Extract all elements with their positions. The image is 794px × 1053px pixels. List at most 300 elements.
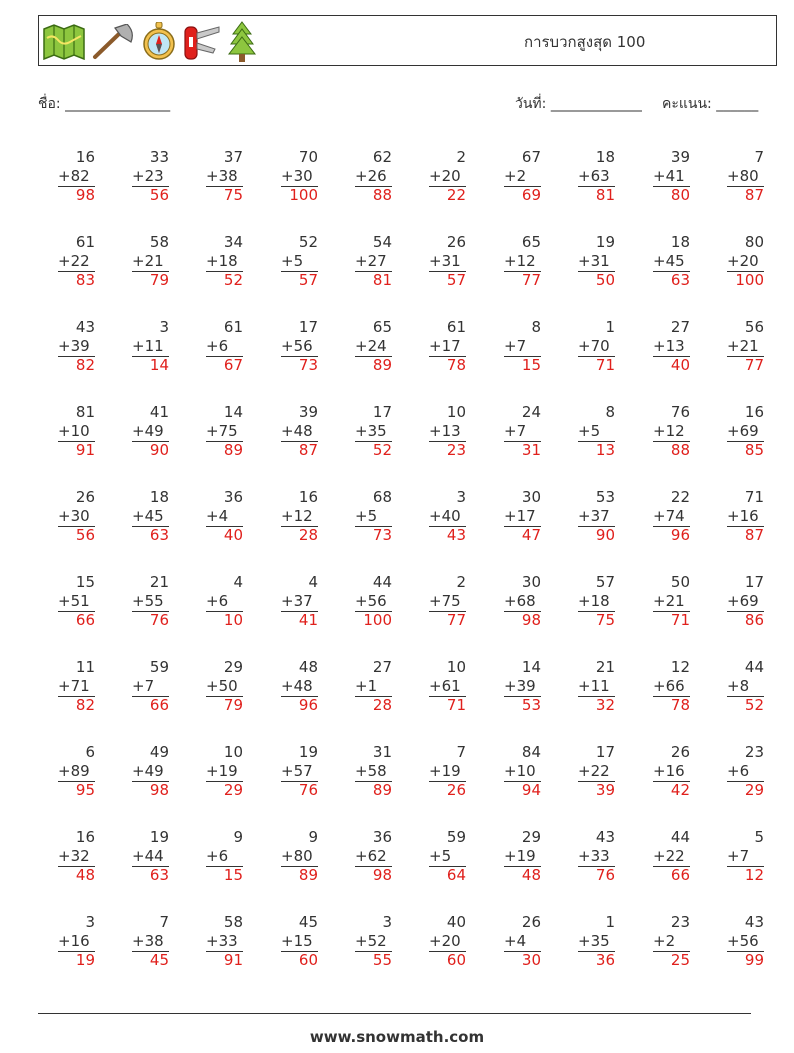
- second-addend: +5: [281, 252, 304, 270]
- first-addend: 27: [670, 318, 690, 336]
- second-addend: +5: [578, 422, 601, 440]
- answer: 10: [223, 611, 243, 629]
- first-addend: 41: [149, 403, 169, 421]
- addition-problem: [132, 403, 182, 459]
- pocket-knife-icon: [183, 23, 221, 61]
- second-addend: +13: [653, 337, 685, 355]
- worksheet-header: [38, 15, 777, 66]
- second-addend: +56: [355, 592, 387, 610]
- answer: 79: [149, 271, 169, 289]
- answer: 50: [595, 271, 615, 289]
- answer: 88: [670, 441, 690, 459]
- second-addend: +24: [355, 337, 387, 355]
- addition-problem: [355, 913, 405, 969]
- second-addend: +21: [727, 337, 759, 355]
- addition-problem: [578, 488, 628, 544]
- answer: 98: [372, 866, 392, 884]
- second-addend: +39: [504, 677, 536, 695]
- answer: 73: [372, 526, 392, 544]
- first-addend: 10: [446, 403, 466, 421]
- first-addend: 36: [223, 488, 243, 506]
- second-addend: +31: [578, 252, 610, 270]
- addition-problem: [429, 828, 479, 884]
- addition-problem: [653, 403, 703, 459]
- second-addend: +10: [504, 762, 536, 780]
- second-addend: +45: [653, 252, 685, 270]
- addition-problem: [429, 488, 479, 544]
- addition-problem: [727, 148, 777, 204]
- addition-problem: [653, 318, 703, 374]
- addition-problem: [653, 913, 703, 969]
- addition-problem: [281, 148, 331, 204]
- first-addend: 4: [233, 573, 243, 591]
- second-addend: +69: [727, 592, 759, 610]
- first-addend: 26: [75, 488, 95, 506]
- answer: 76: [149, 611, 169, 629]
- answer: 89: [372, 356, 392, 374]
- second-addend: +58: [355, 762, 387, 780]
- compass-icon: [141, 22, 177, 62]
- first-addend: 17: [372, 403, 392, 421]
- second-addend: +22: [653, 847, 685, 865]
- first-addend: 10: [223, 743, 243, 761]
- answer: 52: [744, 696, 764, 714]
- second-addend: +80: [281, 847, 313, 865]
- answer: 63: [149, 866, 169, 884]
- addition-problem: [58, 148, 108, 204]
- addition-problem: [355, 318, 405, 374]
- addition-problem: [132, 318, 182, 374]
- second-addend: +27: [355, 252, 387, 270]
- addition-problem: [578, 828, 628, 884]
- addition-problem: [578, 913, 628, 969]
- first-addend: 3: [159, 318, 169, 336]
- addition-problem: [281, 233, 331, 289]
- addition-problem: [58, 658, 108, 714]
- addition-problem: [281, 828, 331, 884]
- addition-problem: [132, 488, 182, 544]
- first-addend: 61: [223, 318, 243, 336]
- addition-problem: [504, 743, 554, 799]
- second-addend: +52: [355, 932, 387, 950]
- answer: 80: [670, 186, 690, 204]
- first-addend: 23: [744, 743, 764, 761]
- first-addend: 22: [670, 488, 690, 506]
- first-addend: 59: [149, 658, 169, 676]
- addition-problem: [578, 403, 628, 459]
- first-addend: 24: [521, 403, 541, 421]
- answer: 45: [149, 951, 169, 969]
- answer: 91: [75, 441, 95, 459]
- answer: 91: [223, 951, 243, 969]
- second-addend: +48: [281, 422, 313, 440]
- addition-problem: [653, 828, 703, 884]
- addition-problem: [429, 743, 479, 799]
- first-addend: 3: [85, 913, 95, 931]
- addition-problem: [206, 148, 256, 204]
- addition-problem: [132, 828, 182, 884]
- first-addend: 17: [595, 743, 615, 761]
- second-addend: +32: [58, 847, 90, 865]
- answer: 87: [298, 441, 318, 459]
- first-addend: 57: [595, 573, 615, 591]
- second-addend: +68: [504, 592, 536, 610]
- addition-problem: [653, 233, 703, 289]
- answer: 60: [298, 951, 318, 969]
- addition-problem: [578, 658, 628, 714]
- second-addend: +12: [504, 252, 536, 270]
- addition-problem: [727, 828, 777, 884]
- first-addend: 34: [223, 233, 243, 251]
- answer: 66: [670, 866, 690, 884]
- answer: 75: [223, 186, 243, 204]
- answer: 40: [223, 526, 243, 544]
- answer: 48: [521, 866, 541, 884]
- addition-problem: [653, 148, 703, 204]
- second-addend: +82: [58, 167, 90, 185]
- addition-problem: [281, 743, 331, 799]
- second-addend: +38: [132, 932, 164, 950]
- second-addend: +50: [206, 677, 238, 695]
- addition-problem: [281, 318, 331, 374]
- second-addend: +4: [504, 932, 527, 950]
- answer: 69: [521, 186, 541, 204]
- answer: 85: [744, 441, 764, 459]
- second-addend: +2: [504, 167, 527, 185]
- answer: 15: [521, 356, 541, 374]
- addition-problem: [132, 233, 182, 289]
- answer: 73: [298, 356, 318, 374]
- second-addend: +45: [132, 507, 164, 525]
- answer: 41: [298, 611, 318, 629]
- answer: 87: [744, 526, 764, 544]
- addition-problem: [429, 658, 479, 714]
- answer: 87: [744, 186, 764, 204]
- addition-problem: [206, 318, 256, 374]
- addition-problem: [578, 318, 628, 374]
- addition-problem: [727, 573, 777, 629]
- first-addend: 43: [744, 913, 764, 931]
- answer: 15: [223, 866, 243, 884]
- addition-problem: [578, 743, 628, 799]
- second-addend: +15: [281, 932, 313, 950]
- addition-problem: [429, 148, 479, 204]
- addition-problem: [504, 318, 554, 374]
- first-addend: 8: [531, 318, 541, 336]
- addition-problem: [206, 743, 256, 799]
- second-addend: +30: [281, 167, 313, 185]
- addition-problem: [206, 233, 256, 289]
- answer: 77: [446, 611, 466, 629]
- addition-problem: [653, 488, 703, 544]
- first-addend: 43: [75, 318, 95, 336]
- first-addend: 26: [521, 913, 541, 931]
- second-addend: +13: [429, 422, 461, 440]
- first-addend: 61: [75, 233, 95, 251]
- answer: 29: [223, 781, 243, 799]
- answer: 56: [149, 186, 169, 204]
- first-addend: 6: [85, 743, 95, 761]
- answer: 56: [75, 526, 95, 544]
- first-addend: 18: [149, 488, 169, 506]
- date-field: วันที่: _____________: [515, 96, 642, 112]
- first-addend: 16: [744, 403, 764, 421]
- first-addend: 30: [521, 573, 541, 591]
- second-addend: +26: [355, 167, 387, 185]
- answer: 89: [223, 441, 243, 459]
- addition-problem: [132, 148, 182, 204]
- first-addend: 15: [75, 573, 95, 591]
- first-addend: 40: [446, 913, 466, 931]
- second-addend: +7: [132, 677, 155, 695]
- second-addend: +11: [132, 337, 164, 355]
- second-addend: +23: [132, 167, 164, 185]
- second-addend: +89: [58, 762, 90, 780]
- answer: 90: [595, 526, 615, 544]
- addition-problem: [727, 488, 777, 544]
- addition-problem: [727, 658, 777, 714]
- first-addend: 71: [744, 488, 764, 506]
- addition-problem: [653, 743, 703, 799]
- answer: 67: [223, 356, 243, 374]
- first-addend: 84: [521, 743, 541, 761]
- answer: 77: [744, 356, 764, 374]
- answer: 40: [670, 356, 690, 374]
- first-addend: 26: [446, 233, 466, 251]
- addition-problem: [504, 828, 554, 884]
- first-addend: 58: [223, 913, 243, 931]
- second-addend: +19: [504, 847, 536, 865]
- first-addend: 54: [372, 233, 392, 251]
- answer: 79: [223, 696, 243, 714]
- answer: 78: [670, 696, 690, 714]
- addition-problem: [727, 233, 777, 289]
- first-addend: 58: [149, 233, 169, 251]
- first-addend: 27: [372, 658, 392, 676]
- answer: 64: [446, 866, 466, 884]
- second-addend: +18: [206, 252, 238, 270]
- second-addend: +1: [355, 677, 378, 695]
- second-addend: +17: [504, 507, 536, 525]
- answer: 75: [595, 611, 615, 629]
- answer: 94: [521, 781, 541, 799]
- first-addend: 37: [223, 148, 243, 166]
- first-addend: 36: [372, 828, 392, 846]
- answer: 28: [298, 526, 318, 544]
- answer: 78: [446, 356, 466, 374]
- answer: 90: [149, 441, 169, 459]
- second-addend: +35: [355, 422, 387, 440]
- answer: 86: [744, 611, 764, 629]
- first-addend: 68: [372, 488, 392, 506]
- answer: 57: [298, 271, 318, 289]
- answer: 96: [670, 526, 690, 544]
- addition-problem: [429, 318, 479, 374]
- addition-problem: [355, 573, 405, 629]
- answer: 63: [670, 271, 690, 289]
- second-addend: +75: [206, 422, 238, 440]
- second-addend: +2: [653, 932, 676, 950]
- second-addend: +41: [653, 167, 685, 185]
- answer: 89: [372, 781, 392, 799]
- addition-problem: [355, 743, 405, 799]
- second-addend: +33: [206, 932, 238, 950]
- answer: 55: [372, 951, 392, 969]
- second-addend: +38: [206, 167, 238, 185]
- second-addend: +6: [727, 762, 750, 780]
- addition-problem: [727, 318, 777, 374]
- second-addend: +61: [429, 677, 461, 695]
- first-addend: 76: [670, 403, 690, 421]
- answer: 100: [735, 271, 764, 289]
- addition-problem: [206, 403, 256, 459]
- first-addend: 19: [298, 743, 318, 761]
- first-addend: 17: [744, 573, 764, 591]
- addition-problem: [578, 148, 628, 204]
- first-addend: 2: [456, 573, 466, 591]
- answer: 14: [149, 356, 169, 374]
- second-addend: +63: [578, 167, 610, 185]
- first-addend: 7: [456, 743, 466, 761]
- first-addend: 21: [595, 658, 615, 676]
- second-addend: +5: [355, 507, 378, 525]
- addition-problem: [355, 233, 405, 289]
- first-addend: 49: [149, 743, 169, 761]
- answer: 71: [670, 611, 690, 629]
- answer: 100: [363, 611, 392, 629]
- addition-problem: [206, 573, 256, 629]
- second-addend: +16: [653, 762, 685, 780]
- first-addend: 14: [521, 658, 541, 676]
- second-addend: +19: [429, 762, 461, 780]
- addition-problem: [58, 573, 108, 629]
- worksheet-title: การบวกสูงสุด 100: [524, 33, 646, 51]
- answer: 42: [670, 781, 690, 799]
- addition-problem: [355, 488, 405, 544]
- second-addend: +48: [281, 677, 313, 695]
- answer: 29: [744, 781, 764, 799]
- score-field: คะแนน: ______: [662, 96, 759, 112]
- first-addend: 14: [223, 403, 243, 421]
- first-addend: 5: [754, 828, 764, 846]
- first-addend: 43: [595, 828, 615, 846]
- first-addend: 19: [595, 233, 615, 251]
- first-addend: 3: [456, 488, 466, 506]
- answer: 89: [298, 866, 318, 884]
- first-addend: 7: [159, 913, 169, 931]
- addition-problem: [504, 233, 554, 289]
- answer: 19: [75, 951, 95, 969]
- second-addend: +20: [727, 252, 759, 270]
- addition-problem: [504, 573, 554, 629]
- answer: 71: [446, 696, 466, 714]
- first-addend: 18: [670, 233, 690, 251]
- footer-divider: [38, 1013, 751, 1014]
- second-addend: +57: [281, 762, 313, 780]
- answer: 98: [75, 186, 95, 204]
- second-addend: +49: [132, 422, 164, 440]
- addition-problem: [58, 913, 108, 969]
- second-addend: +56: [281, 337, 313, 355]
- second-addend: +19: [206, 762, 238, 780]
- first-addend: 16: [298, 488, 318, 506]
- addition-problem: [355, 828, 405, 884]
- addition-problem: [504, 403, 554, 459]
- answer: 66: [75, 611, 95, 629]
- answer: 96: [298, 696, 318, 714]
- first-addend: 9: [233, 828, 243, 846]
- answer: 48: [75, 866, 95, 884]
- addition-problem: [132, 573, 182, 629]
- answer: 81: [372, 271, 392, 289]
- first-addend: 39: [670, 148, 690, 166]
- first-addend: 2: [456, 148, 466, 166]
- first-addend: 19: [149, 828, 169, 846]
- addition-problem: [281, 573, 331, 629]
- first-addend: 3: [382, 913, 392, 931]
- first-addend: 4: [308, 573, 318, 591]
- addition-problem: [132, 743, 182, 799]
- axe-icon: [91, 24, 135, 60]
- second-addend: +37: [281, 592, 313, 610]
- addition-problem: [504, 913, 554, 969]
- answer: 77: [521, 271, 541, 289]
- answer: 53: [521, 696, 541, 714]
- first-addend: 16: [75, 828, 95, 846]
- addition-problem: [727, 743, 777, 799]
- first-addend: 44: [744, 658, 764, 676]
- second-addend: +51: [58, 592, 90, 610]
- first-addend: 50: [670, 573, 690, 591]
- first-addend: 44: [670, 828, 690, 846]
- answer: 63: [149, 526, 169, 544]
- second-addend: +35: [578, 932, 610, 950]
- addition-problem: [281, 913, 331, 969]
- second-addend: +16: [727, 507, 759, 525]
- first-addend: 12: [670, 658, 690, 676]
- addition-problem: [504, 658, 554, 714]
- addition-problem: [355, 658, 405, 714]
- answer: 28: [372, 696, 392, 714]
- addition-problem: [429, 403, 479, 459]
- addition-problem: [504, 488, 554, 544]
- answer: 95: [75, 781, 95, 799]
- first-addend: 21: [149, 573, 169, 591]
- answer: 32: [595, 696, 615, 714]
- first-addend: 53: [595, 488, 615, 506]
- answer: 26: [446, 781, 466, 799]
- first-addend: 62: [372, 148, 392, 166]
- second-addend: +11: [578, 677, 610, 695]
- first-addend: 59: [446, 828, 466, 846]
- second-addend: +10: [58, 422, 90, 440]
- second-addend: +8: [727, 677, 750, 695]
- addition-problem: [355, 148, 405, 204]
- footer-site: www.snowmath.com: [309, 1028, 485, 1046]
- first-addend: 33: [149, 148, 169, 166]
- first-addend: 45: [298, 913, 318, 931]
- addition-problem: [58, 828, 108, 884]
- second-addend: +22: [578, 762, 610, 780]
- answer: 76: [595, 866, 615, 884]
- answer: 76: [298, 781, 318, 799]
- addition-problem: [727, 913, 777, 969]
- second-addend: +30: [58, 507, 90, 525]
- answer: 66: [149, 696, 169, 714]
- second-addend: +16: [58, 932, 90, 950]
- first-addend: 31: [372, 743, 392, 761]
- answer: 88: [372, 186, 392, 204]
